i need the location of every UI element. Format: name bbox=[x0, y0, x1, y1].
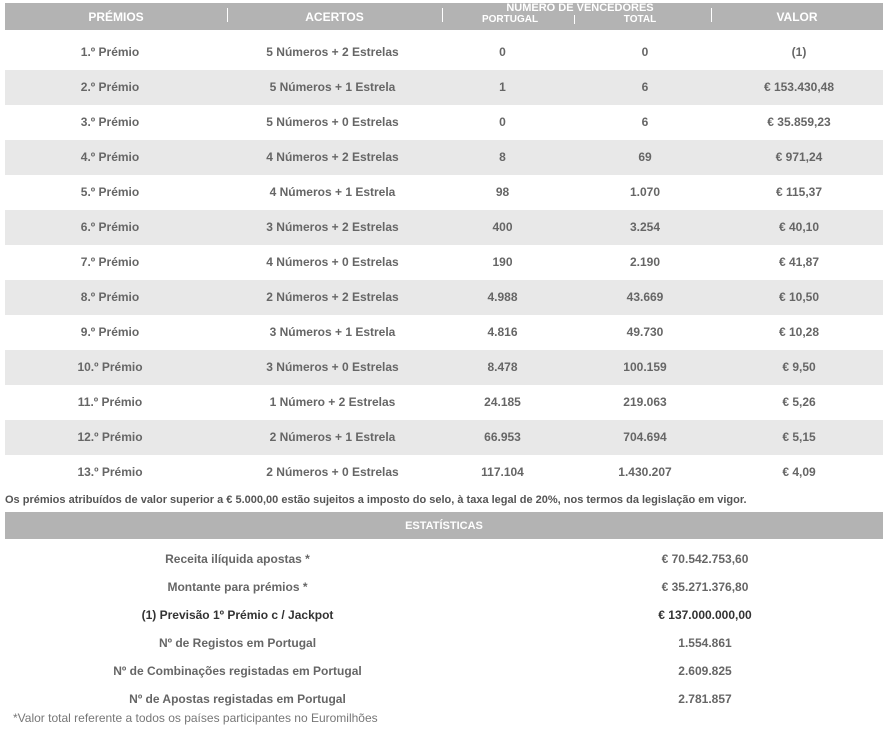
stats-value: € 70.542.753,60 bbox=[661, 552, 749, 566]
stats-table bbox=[5, 545, 883, 713]
header-total: TOTAL bbox=[623, 14, 657, 25]
winners-total-cell: 0 bbox=[641, 45, 649, 59]
prize-name-cell: 2.º Prémio bbox=[80, 80, 140, 94]
winners-total-cell: 100.159 bbox=[623, 360, 667, 374]
prize-matches-cell: 4 Números + 2 Estrelas bbox=[266, 150, 399, 164]
prize-name-cell: 9.º Prémio bbox=[80, 325, 140, 339]
prize-name-cell: 4.º Prémio bbox=[80, 150, 140, 164]
prize-value-cell: € 115,37 bbox=[775, 185, 823, 199]
prize-name-cell: 13.º Prémio bbox=[77, 465, 143, 479]
stats-label: Receita ilíquida apostas * bbox=[165, 552, 310, 566]
stats-row bbox=[5, 573, 883, 601]
stats-value: 2.609.825 bbox=[678, 664, 732, 678]
table-row bbox=[5, 140, 883, 175]
winners-total-cell: 69 bbox=[638, 150, 652, 164]
header-portugal: PORTUGAL bbox=[481, 14, 539, 25]
prize-value-cell: € 10,50 bbox=[778, 290, 820, 304]
prize-value-cell: € 41,87 bbox=[778, 255, 820, 269]
prize-name-cell: 8.º Prémio bbox=[80, 290, 140, 304]
winners-total-cell: 49.730 bbox=[626, 325, 664, 339]
winners-total-cell: 704.694 bbox=[623, 430, 667, 444]
prize-value-cell: € 153.430,48 bbox=[763, 80, 835, 94]
winners-total-cell: 1.070 bbox=[629, 185, 661, 199]
winners-total-cell: 6 bbox=[641, 80, 649, 94]
prize-name-cell: 12.º Prémio bbox=[77, 430, 143, 444]
prizes-table-header bbox=[5, 3, 883, 30]
table-row bbox=[5, 35, 883, 70]
prize-name-cell: 5.º Prémio bbox=[80, 185, 140, 199]
table-row bbox=[5, 175, 883, 210]
winners-portugal-cell: 1 bbox=[499, 80, 506, 94]
prize-matches-cell: 2 Números + 0 Estrelas bbox=[266, 465, 399, 479]
winners-portugal-cell: 66.953 bbox=[484, 430, 521, 444]
winners-portugal-cell: 98 bbox=[495, 185, 510, 199]
winners-portugal-cell: 0 bbox=[499, 45, 506, 59]
prize-value-cell: € 10,28 bbox=[778, 325, 820, 339]
prize-value-cell: € 971,24 bbox=[775, 150, 823, 164]
winners-portugal-cell: 8.478 bbox=[487, 360, 518, 374]
stats-row bbox=[5, 601, 883, 629]
prize-matches-cell: 4 Números + 0 Estrelas bbox=[266, 255, 399, 269]
winners-portugal-cell: 4.816 bbox=[487, 325, 518, 339]
prizes-table-body bbox=[5, 35, 883, 490]
stats-row bbox=[5, 629, 883, 657]
prize-matches-cell: 2 Números + 1 Estrela bbox=[269, 430, 396, 444]
prize-matches-cell: 3 Números + 0 Estrelas bbox=[266, 360, 399, 374]
prize-matches-cell: 3 Números + 1 Estrela bbox=[269, 325, 396, 339]
stats-row bbox=[5, 685, 883, 713]
prize-value-cell: € 35.859,23 bbox=[767, 115, 831, 129]
prize-value-cell: (1) bbox=[791, 45, 807, 59]
winners-total-cell: 1.430.207 bbox=[618, 465, 672, 479]
winners-total-cell: 6 bbox=[641, 115, 649, 129]
winners-portugal-cell: 400 bbox=[492, 220, 513, 234]
stats-label: Nº de Combinações registadas em Portugal bbox=[113, 664, 362, 678]
prize-matches-cell: 4 Números + 1 Estrela bbox=[269, 185, 396, 199]
table-row bbox=[5, 105, 883, 140]
stats-label: Montante para prémios * bbox=[167, 580, 308, 594]
prize-name-cell: 3.º Prémio bbox=[80, 115, 140, 129]
winners-portugal-cell: 24.185 bbox=[484, 395, 521, 409]
stats-value: 1.554.861 bbox=[678, 636, 732, 650]
prize-matches-cell: 5 Números + 2 Estrelas bbox=[266, 45, 399, 59]
table-row bbox=[5, 455, 883, 490]
winners-portugal-cell: 0 bbox=[499, 115, 506, 129]
prize-matches-cell: 5 Números + 1 Estrela bbox=[269, 80, 396, 94]
prize-name-cell: 6.º Prémio bbox=[80, 220, 140, 234]
header-premios: PRÉMIOS bbox=[88, 9, 144, 24]
table-row bbox=[5, 210, 883, 245]
table-row bbox=[5, 70, 883, 105]
winners-portugal-cell: 8 bbox=[499, 150, 506, 164]
stats-label: Nº de Apostas registadas em Portugal bbox=[129, 692, 346, 706]
prize-name-cell: 7.º Prémio bbox=[80, 255, 140, 269]
prize-matches-cell: 3 Números + 2 Estrelas bbox=[266, 220, 399, 234]
header-acertos: ACERTOS bbox=[305, 9, 364, 24]
winners-total-cell: 219.063 bbox=[623, 395, 667, 409]
table-row bbox=[5, 245, 883, 280]
stats-row bbox=[5, 545, 883, 573]
tax-note: Os prémios atribuídos de valor superior a € 5.000,00 estão sujeitos a imposto do selo, à taxa legal de 20%, nos termos da legislação em vigor. bbox=[5, 494, 747, 506]
prize-matches-cell: 1 Número + 2 Estrelas bbox=[269, 395, 396, 409]
prize-matches-cell: 5 Números + 0 Estrelas bbox=[266, 115, 399, 129]
winners-portugal-cell: 190 bbox=[492, 255, 513, 269]
prize-name-cell: 11.º Prémio bbox=[77, 395, 143, 409]
stats-label: (1) Previsão 1º Prémio c / Jackpot bbox=[141, 608, 334, 622]
table-row bbox=[5, 350, 883, 385]
prize-matches-cell: 2 Números + 2 Estrelas bbox=[266, 290, 399, 304]
stats-row bbox=[5, 657, 883, 685]
winners-total-cell: 2.190 bbox=[629, 255, 661, 269]
stats-header: ESTATÍSTICAS bbox=[5, 512, 883, 539]
header-vencedores: NÚMERO DE VENCEDORES bbox=[506, 2, 654, 14]
prize-name-cell: 1.º Prémio bbox=[80, 45, 140, 59]
prize-name-cell: 10.º Prémio bbox=[77, 360, 143, 374]
table-row bbox=[5, 280, 883, 315]
prize-value-cell: € 4,09 bbox=[782, 465, 816, 479]
winners-portugal-cell: 117.104 bbox=[481, 465, 524, 479]
table-row bbox=[5, 315, 883, 350]
table-row bbox=[5, 420, 883, 455]
winners-portugal-cell: 4.988 bbox=[487, 290, 518, 304]
header-valor: VALOR bbox=[776, 9, 818, 24]
footnote: *Valor total referente a todos os países participantes no Euromilhões bbox=[13, 711, 378, 725]
winners-total-cell: 43.669 bbox=[626, 290, 664, 304]
prize-value-cell: € 5,15 bbox=[782, 430, 816, 444]
stats-value: € 137.000.000,00 bbox=[658, 608, 752, 622]
header-divider bbox=[442, 8, 443, 22]
prize-value-cell: € 5,26 bbox=[782, 395, 816, 409]
table-row bbox=[5, 385, 883, 420]
prize-value-cell: € 9,50 bbox=[782, 360, 816, 374]
prize-value-cell: € 40,10 bbox=[778, 220, 820, 234]
stats-value: € 35.271.376,80 bbox=[661, 580, 749, 594]
winners-total-cell: 3.254 bbox=[629, 220, 661, 234]
stats-value: 2.781.857 bbox=[678, 692, 732, 706]
stats-label: Nº de Registos em Portugal bbox=[158, 636, 317, 650]
